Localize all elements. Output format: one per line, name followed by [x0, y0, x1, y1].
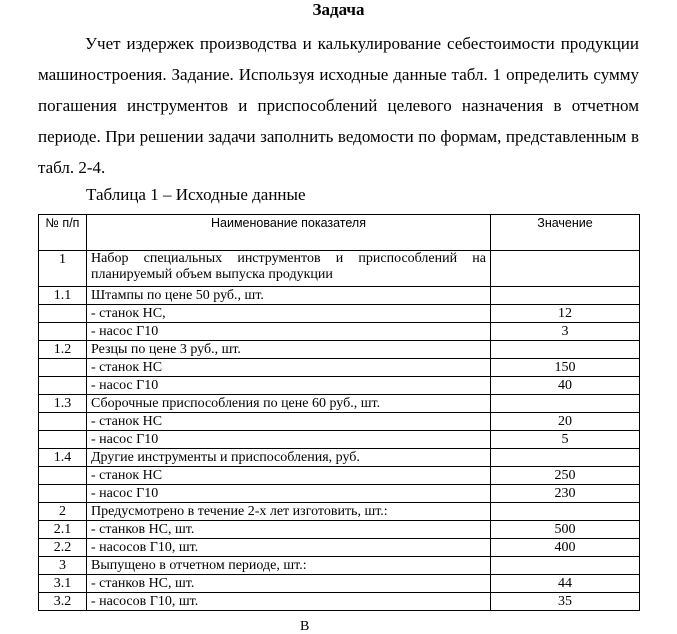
table-row: [39, 557, 640, 575]
row-indicator-name: - станок НС: [87, 467, 491, 485]
task-description: [38, 28, 639, 183]
table-row: [39, 467, 640, 485]
table-row: [39, 521, 640, 539]
source-data-table: [38, 214, 640, 611]
row-number: 2: [39, 503, 87, 521]
table-row: [39, 485, 640, 503]
row-indicator-name: - станков НС, шт.: [87, 521, 491, 539]
header-name: Наименование показателя: [87, 215, 491, 251]
table-row: [39, 413, 640, 431]
task-description-text: Учет издержек производства и калькулирование себестоимости продукции машиностроения. Задание. Используя исходные данные табл. 1 определить сумму погашения инструментов и приспособлений целевого назначения в отчетном периоде. При решении задачи заполнить ведомости по формам, представленным в табл. 2-4.: [38, 34, 639, 177]
row-indicator-name: - насос Г10: [87, 323, 491, 341]
row-number: 3: [39, 557, 87, 575]
row-value: [491, 449, 640, 467]
row-number: 1.2: [39, 341, 87, 359]
table-caption: Таблица 1 – Исходные данные: [86, 185, 306, 204]
header-value: Значение: [491, 215, 640, 251]
row-indicator-name: - станок НС,: [87, 305, 491, 323]
row-indicator-name: Набор специальных инструментов и приспособлений на планируемый объем выпуска продукции: [87, 251, 491, 287]
row-number: [39, 377, 87, 395]
row-value: 40: [491, 377, 640, 395]
row-value: 12: [491, 305, 640, 323]
table-row: [39, 449, 640, 467]
table-row: [39, 593, 640, 611]
table-row: [39, 305, 640, 323]
row-indicator-name: Другие инструменты и приспособления, руб.: [87, 449, 491, 467]
row-value: 20: [491, 413, 640, 431]
table-header-row: [39, 215, 640, 251]
row-value: 3: [491, 323, 640, 341]
row-indicator-name: Штампы по цене 50 руб., шт.: [87, 287, 491, 305]
row-value: 44: [491, 575, 640, 593]
row-value: [491, 503, 640, 521]
row-number: 2.2: [39, 539, 87, 557]
row-number: 1.1: [39, 287, 87, 305]
row-number: 3.2: [39, 593, 87, 611]
row-value: [491, 341, 640, 359]
row-number: 1.4: [39, 449, 87, 467]
table-row: [39, 539, 640, 557]
row-value: 250: [491, 467, 640, 485]
row-value: 230: [491, 485, 640, 503]
row-number: 1: [39, 251, 87, 287]
table-row: [39, 287, 640, 305]
row-value: 150: [491, 359, 640, 377]
row-value: [491, 287, 640, 305]
row-indicator-name: - насос Г10: [87, 377, 491, 395]
row-indicator-name: - станков НС, шт.: [87, 575, 491, 593]
row-indicator-name: Резцы по цене 3 руб., шт.: [87, 341, 491, 359]
row-number: 1.3: [39, 395, 87, 413]
row-number: [39, 305, 87, 323]
row-number: [39, 485, 87, 503]
row-number: 3.1: [39, 575, 87, 593]
table-row: [39, 503, 640, 521]
row-indicator-name: - станок НС: [87, 359, 491, 377]
row-indicator-name: Выпущено в отчетном периоде, шт.:: [87, 557, 491, 575]
header-num: № п/п: [39, 215, 87, 251]
row-value: 500: [491, 521, 640, 539]
row-indicator-name: Сборочные приспособления по цене 60 руб., шт.: [87, 395, 491, 413]
row-indicator-name: - насос Г10: [87, 431, 491, 449]
row-value: [491, 251, 640, 287]
row-number: [39, 467, 87, 485]
cut-off-text: В: [300, 619, 310, 634]
row-indicator-name: - насосов Г10, шт.: [87, 593, 491, 611]
row-indicator-name: - насос Г10: [87, 485, 491, 503]
row-number: [39, 359, 87, 377]
table-body: [39, 251, 640, 611]
table-row: [39, 323, 640, 341]
row-value: [491, 395, 640, 413]
row-value: 400: [491, 539, 640, 557]
table-row: [39, 431, 640, 449]
row-value: 5: [491, 431, 640, 449]
table-row: [39, 377, 640, 395]
row-indicator-name: - станок НС: [87, 413, 491, 431]
task-heading: Задача: [312, 0, 365, 19]
table-row: [39, 359, 640, 377]
row-number: [39, 431, 87, 449]
row-value: [491, 557, 640, 575]
row-value: 35: [491, 593, 640, 611]
row-number: 2.1: [39, 521, 87, 539]
row-indicator-name: Предусмотрено в течение 2-х лет изготовить, шт.:: [87, 503, 491, 521]
table-row: [39, 251, 640, 287]
row-number: [39, 413, 87, 431]
table-row: [39, 575, 640, 593]
row-indicator-name: - насосов Г10, шт.: [87, 539, 491, 557]
table-row: [39, 395, 640, 413]
row-number: [39, 323, 87, 341]
table-row: [39, 341, 640, 359]
